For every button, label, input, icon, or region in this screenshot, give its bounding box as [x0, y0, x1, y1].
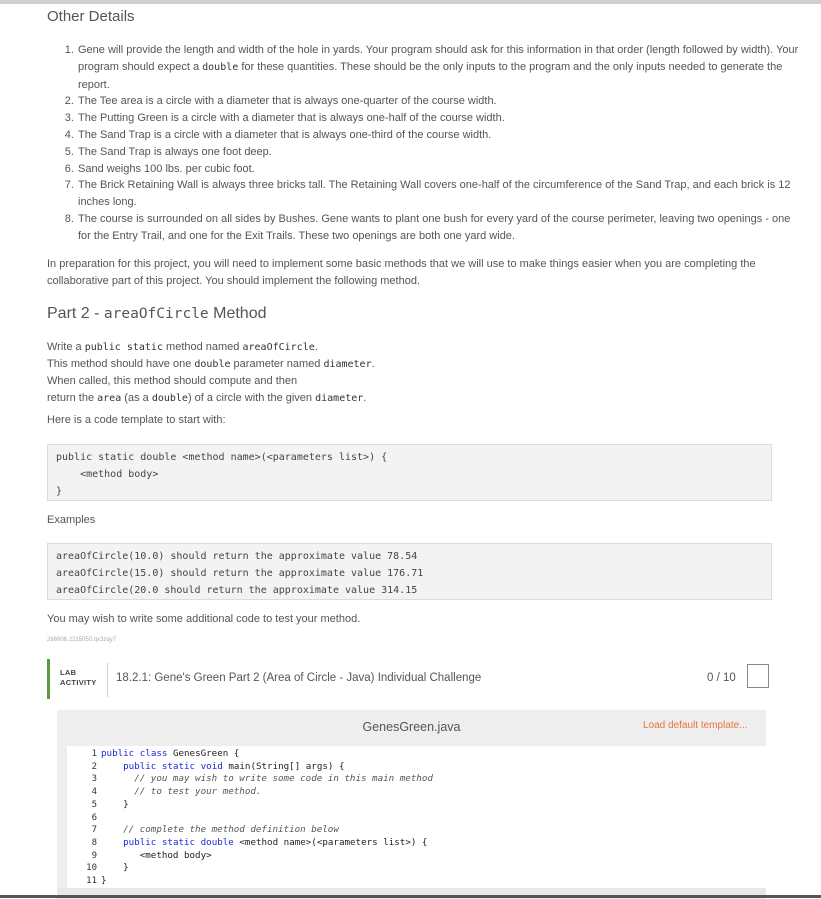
list-item: 1. Gene will provide the length and width of the hole in yards. Your program should ask for this information in that order (length followed by width). Your program should expect a double for these quantities. These should be the only inputs to the program and the only inputs needed to generate the report.	[77, 42, 803, 93]
examples-code: areaOfCircle(10.0) should return the approximate value 78.54 areaOfCircle(15.0) should return the approximate value 176.71 areaOfCircle(20.0 should return the approximate value 314.15	[56, 551, 424, 596]
list-item: 6. Sand weighs 100 lbs. per cubic foot.	[77, 161, 803, 178]
method-description: Write a public static method named areaOfCircle. This method should have one double parameter named diameter. When called, this method should compute and then return the area (as a double) of a circle with the given diameter.	[47, 341, 375, 404]
line-number-gutter: 1 2 3 4 5 6 7 8 9 10 11	[86, 749, 97, 887]
other-details-heading: Other Details	[47, 8, 135, 25]
lab-score: 0 / 10	[707, 672, 736, 684]
preparation-paragraph: In preparation for this project, you will need to implement some basic methods that we will use to make things easier when you are completing the collaborative part of this project. You should implement the following method.	[47, 258, 756, 287]
test-note: You may wish to write some additional code to test your method.	[47, 613, 361, 625]
lab-title: 18.2.1: Gene's Green Part 2 (Area of Circle - Java) Individual Challenge	[116, 672, 482, 684]
load-default-template-link[interactable]: Load default template...	[643, 720, 748, 731]
list-item: 2. The Tee area is a circle with a diameter that is always one-quarter of the course width.	[77, 93, 803, 110]
examples-label: Examples	[47, 514, 96, 526]
code-template-block	[47, 444, 772, 501]
details-list	[47, 42, 803, 245]
completion-checkbox	[747, 664, 769, 688]
top-border	[0, 0, 821, 4]
list-item: 3. The Putting Green is a circle with a diameter that is always one-half of the course width.	[77, 110, 803, 127]
content-id: 266606.2215050.qx3zqy7	[47, 637, 117, 643]
list-item: 7. The Brick Retaining Wall is always three bricks tall. The Retaining Wall covers one-half of the circumference of the Sand Trap, and each brick is 12 inches long.	[77, 177, 803, 211]
code-template: public static double <method name>(<parameters list>) { <method body> }	[56, 452, 388, 497]
part2-heading: Part 2 - areaOfCircle Method	[47, 305, 267, 322]
lab-activity-header	[47, 659, 775, 699]
lab-activity-tag: LAB ACTIVITY	[60, 668, 97, 687]
code-editor[interactable]	[67, 746, 766, 898]
template-intro: Here is a code template to start with:	[47, 414, 226, 426]
list-item: 8. The course is surrounded on all sides by Bushes. Gene wants to plant one bush for every yard of the course perimeter, leaving two openings - one for the Entry Trail, and one for the Exit Trails. These two openings are both one yard wide.	[77, 211, 803, 245]
list-item: 5. The Sand Trap is always one foot deep.	[77, 144, 803, 161]
code-editor-panel	[57, 710, 766, 898]
editor-filename: GenesGreen.java	[362, 720, 461, 734]
examples-block	[47, 543, 772, 600]
divider	[107, 663, 108, 697]
editor-code[interactable]: public class GenesGreen { public static void main(String[] args) { // you may wish to write some code in this main method // to test your method. } // complete the method definition below public static double <method name>(<parameters list>) { <method body> } }	[101, 748, 433, 887]
list-item: 4. The Sand Trap is a circle with a diameter that is always one-third of the course width.	[77, 127, 803, 144]
